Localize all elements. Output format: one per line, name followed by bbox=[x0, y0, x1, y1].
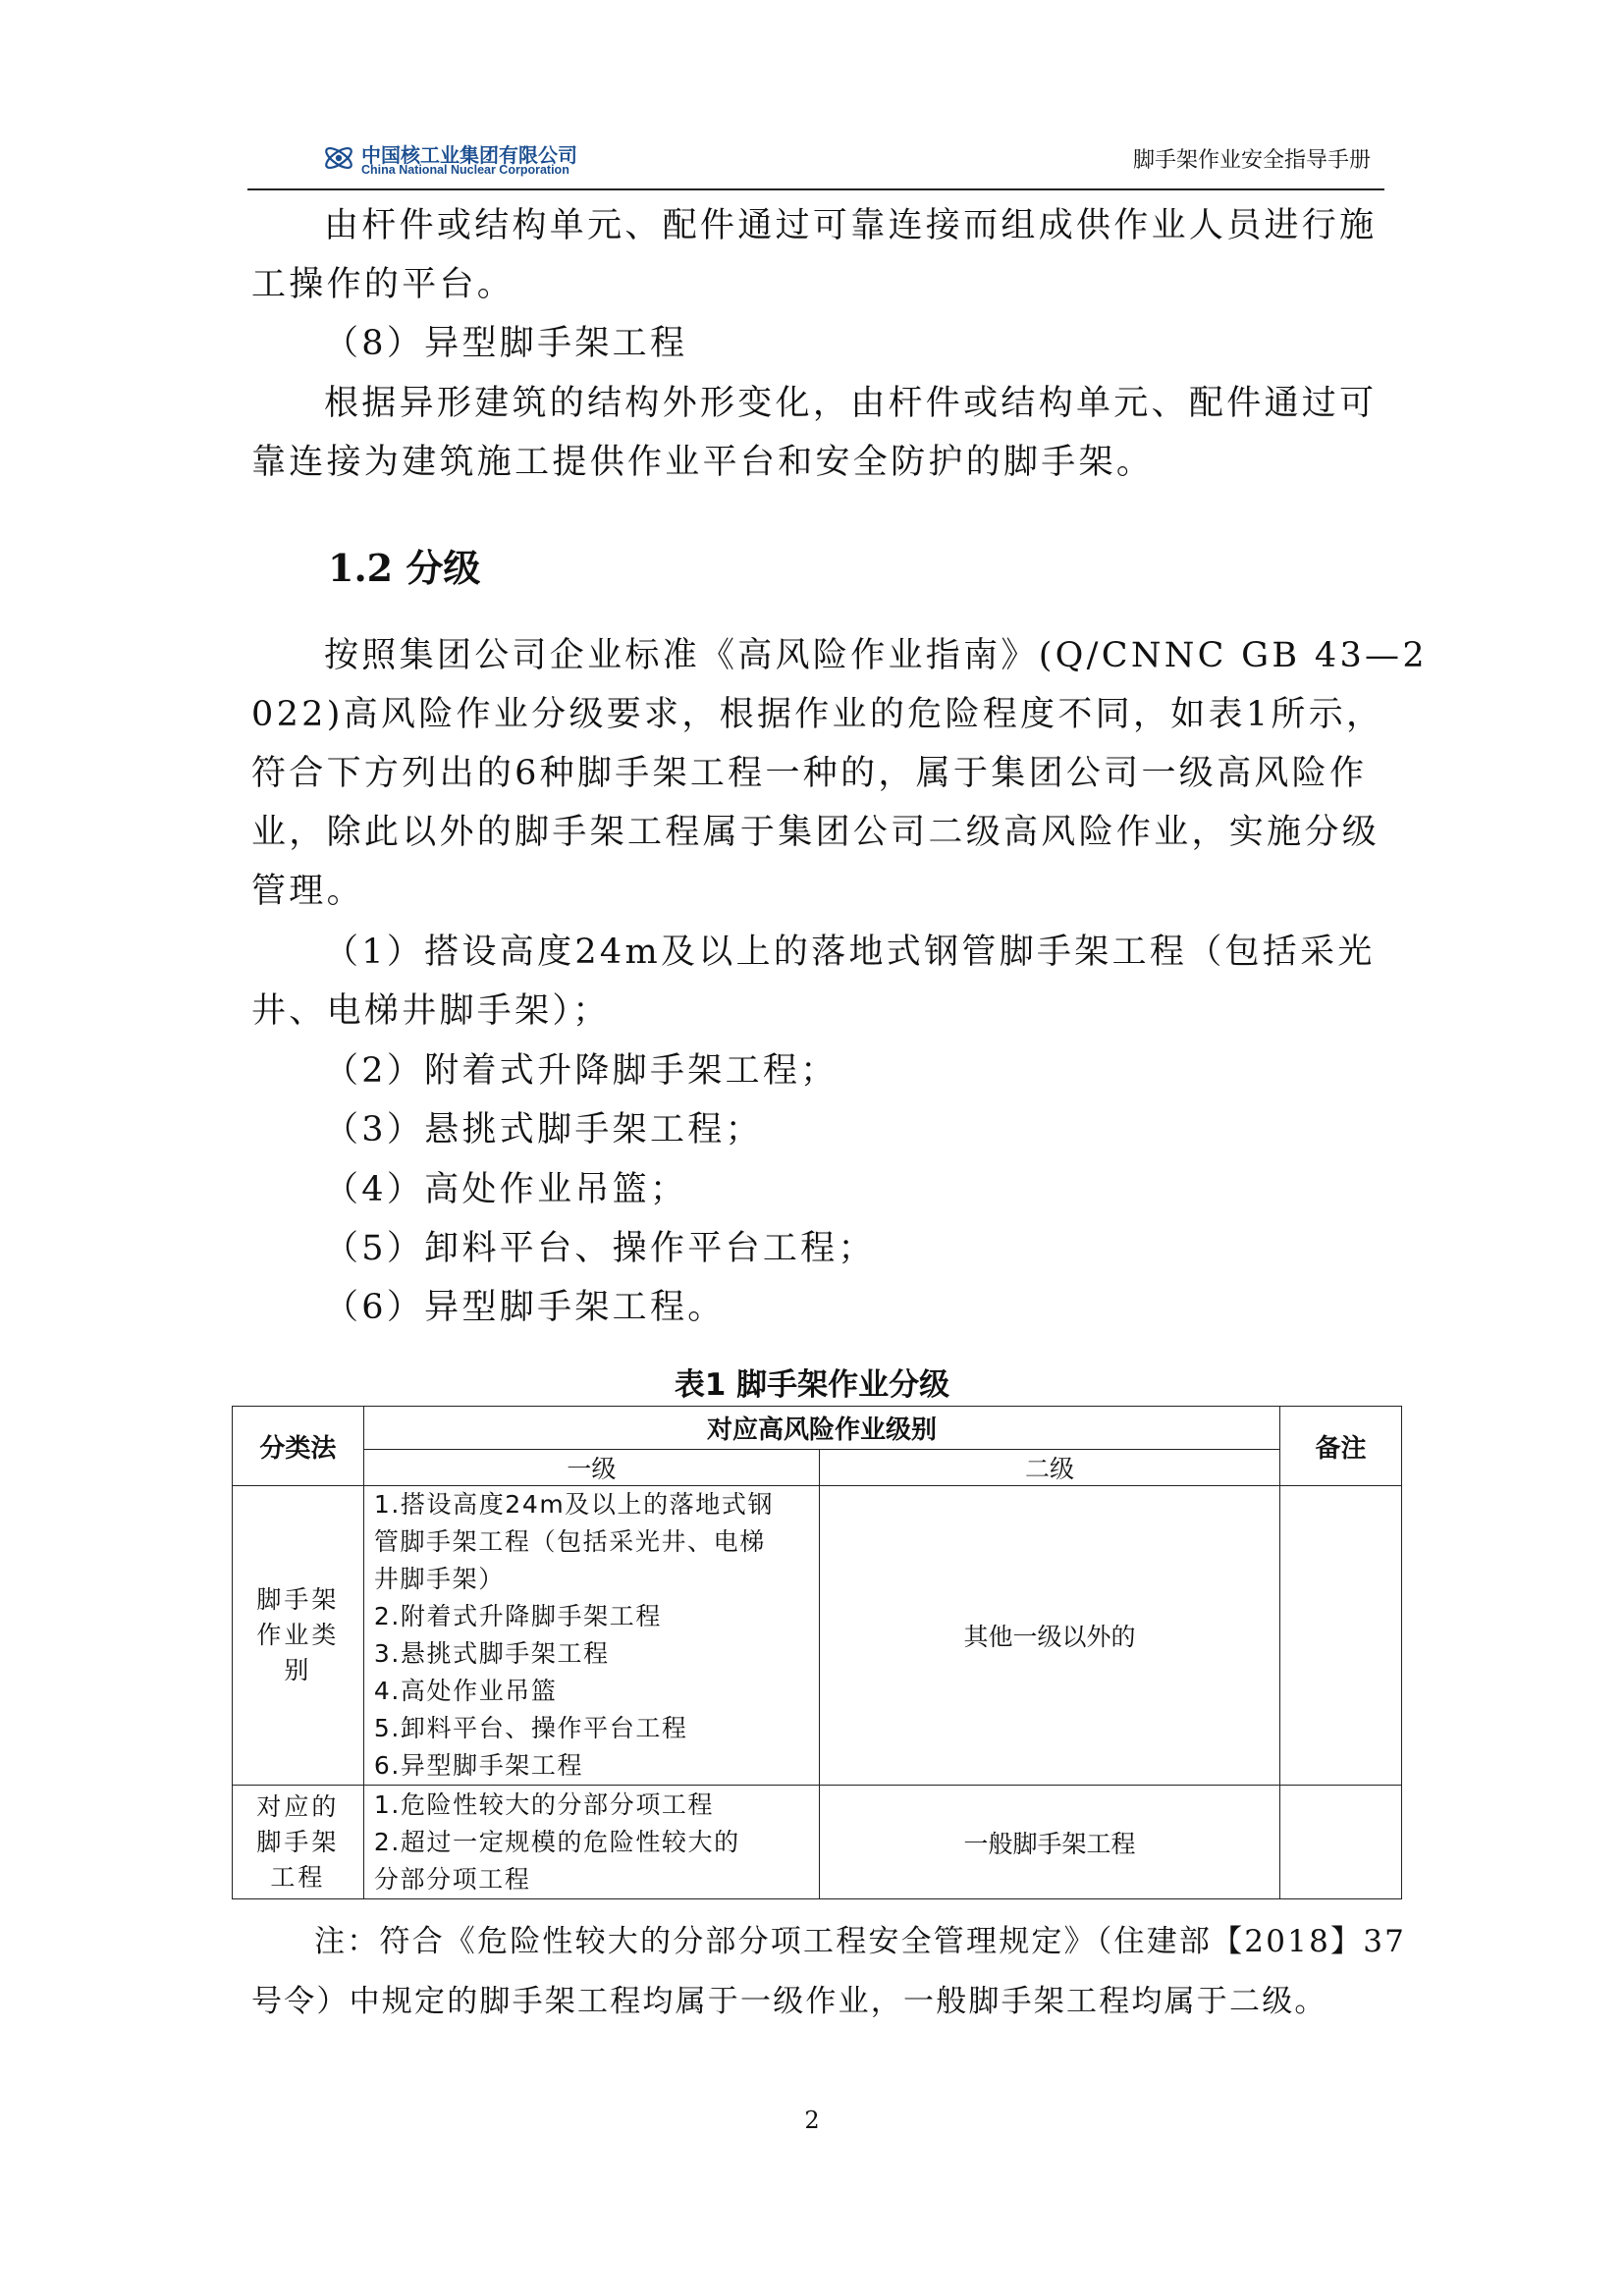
paragraph-line: 靠连接为建筑施工提供作业平台和安全防护的脚手架。 bbox=[251, 443, 1155, 482]
table-header-row bbox=[233, 1407, 1402, 1450]
list-item: （3）悬挑式脚手架工程； bbox=[324, 1110, 763, 1149]
list-item: （6）异型脚手架工程。 bbox=[324, 1288, 726, 1327]
header-category: 分类法 bbox=[233, 1407, 364, 1486]
row-level2: 其他一级以外的 bbox=[819, 1486, 1279, 1786]
level1-line: 6.异型脚手架工程 bbox=[373, 1751, 584, 1780]
paragraph-line: 由杆件或结构单元、配件通过可靠连接而组成供作业人员进行施 bbox=[324, 206, 1378, 245]
table-row bbox=[233, 1486, 1402, 1786]
table-caption: 表1 脚手架作业分级 bbox=[674, 1367, 950, 1403]
header-level2: 二级 bbox=[819, 1450, 1279, 1486]
logo-chinese-name: 中国核工业集团有限公司 bbox=[361, 143, 577, 167]
row-level2: 一般脚手架工程 bbox=[819, 1786, 1279, 1899]
row-level1 bbox=[363, 1786, 819, 1899]
category-line: 脚手架 bbox=[256, 1585, 340, 1614]
level1-line: 5.卸料平台、操作平台工程 bbox=[373, 1714, 688, 1742]
section-heading: 1.2 分级 bbox=[328, 546, 481, 590]
level1-line: 4.高处作业吊篮 bbox=[373, 1677, 558, 1705]
level1-line: 井脚手架） bbox=[373, 1565, 505, 1593]
level1-line: 1.危险性较大的分部分项工程 bbox=[373, 1789, 715, 1819]
list-item: （2）附着式升降脚手架工程； bbox=[324, 1051, 839, 1091]
list-item: （4）高处作业吊篮； bbox=[324, 1170, 688, 1209]
table-subheader-row bbox=[233, 1450, 1402, 1486]
level1-line: 3.悬挑式脚手架工程 bbox=[373, 1639, 610, 1668]
paragraph-line: 业，除此以外的脚手架工程属于集团公司二级高风险作业，实施分级 bbox=[251, 813, 1380, 852]
row-category bbox=[233, 1786, 364, 1899]
list-item: 井、电梯井脚手架）； bbox=[251, 991, 611, 1031]
category-line: 作业类 bbox=[256, 1621, 340, 1649]
table-note-line: 注：符合《危险性较大的分部分项工程安全管理规定》（住建部【2018】37 bbox=[314, 1924, 1407, 1959]
manual-title: 脚手架作业安全指导手册 bbox=[1132, 148, 1371, 173]
category-line: 工程 bbox=[270, 1862, 326, 1892]
paragraph-line: 按照集团公司企业标准《高风险作业指南》(Q/CNNC GB 43—2 bbox=[324, 636, 1428, 675]
list-item: （5）卸料平台、操作平台工程； bbox=[324, 1229, 876, 1268]
classification-table bbox=[232, 1406, 1402, 1899]
category-line: 脚手架 bbox=[256, 1827, 340, 1856]
level1-line: 分部分项工程 bbox=[373, 1864, 531, 1894]
list-item: （8）异型脚手架工程 bbox=[324, 324, 688, 363]
paragraph-line: 022)高风险作业分级要求，根据作业的危险程度不同，如表1所示， bbox=[251, 695, 1384, 734]
level1-line: 1.搭设高度24m及以上的落地式钢 bbox=[373, 1490, 775, 1519]
header-level1: 一级 bbox=[363, 1450, 819, 1486]
level1-line: 2.超过一定规模的危险性较大的 bbox=[373, 1827, 740, 1856]
row-remark bbox=[1280, 1486, 1402, 1786]
table-row bbox=[233, 1786, 1402, 1899]
category-line: 对应的 bbox=[256, 1791, 340, 1821]
list-item: （1）搭设高度24m及以上的落地式钢管脚手架工程（包括采光 bbox=[324, 933, 1376, 972]
paragraph-line: 根据异形建筑的结构外形变化，由杆件或结构单元、配件通过可 bbox=[324, 384, 1378, 423]
category-line: 别 bbox=[284, 1656, 312, 1684]
paragraph-line: 管理。 bbox=[251, 872, 364, 911]
row-remark bbox=[1280, 1786, 1402, 1899]
table-note-line: 号令）中规定的脚手架工程均属于一级作业，一般脚手架工程均属于二级。 bbox=[251, 1984, 1327, 2019]
row-level1 bbox=[363, 1486, 819, 1786]
paragraph-line: 符合下方列出的6种脚手架工程一种的，属于集团公司一级高风险作 bbox=[251, 754, 1368, 793]
paragraph-line: 工操作的平台。 bbox=[251, 265, 515, 304]
level1-line: 管脚手架工程（包括采光井、电梯 bbox=[373, 1527, 766, 1556]
page-header bbox=[247, 130, 1384, 190]
header-remark: 备注 bbox=[1280, 1407, 1402, 1486]
atom-logo-icon bbox=[322, 141, 355, 175]
level1-line: 2.附着式升降脚手架工程 bbox=[373, 1602, 662, 1630]
page-number: 2 bbox=[804, 2107, 820, 2134]
row-category bbox=[233, 1486, 364, 1786]
logo-english-name: China National Nuclear Corporation bbox=[361, 163, 569, 177]
cnnc-logo bbox=[322, 139, 577, 183]
header-level-group: 对应高风险作业级别 bbox=[363, 1407, 1279, 1450]
